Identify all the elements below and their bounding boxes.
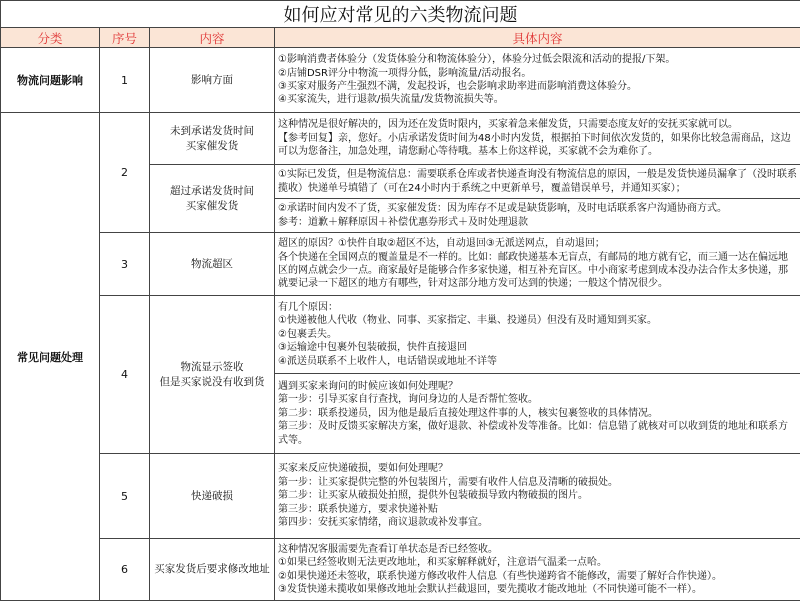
detail-line: 超区的原因？①快件自取②超区不达，自动退回③无派送网点，自动退回； [278,238,605,250]
aspect-line: 影响方面 [191,73,233,86]
detail-line: 第三步：联系快递方，要求快递补贴 [278,503,438,515]
detail-line: 第一步：让买家提供完整的外包装图片，需要有收件人信息及清晰的破损处。 [278,476,618,488]
detail-line: ③买家对服务产生强烈不满，发起投诉，也会影响求助率进而影响消费这体验分。 [278,81,637,92]
aspect-cell [150,113,275,165]
detail-line: 【参考回复】亲，您好。小店承诺发货时间为48小时内发货，根据拍下时间依次发货的，如果你比较急需商品，这边可以为您备注，加急处理，请您耐心等待哦。基本上你这样说，买家就不会为难你了。 [278,132,791,158]
detail-line: 参考：道歉＋解释原因＋补偿优惠券形式＋及时处理退款 [278,216,528,228]
detail-line: 第四步：安抚买家情绪，商议退款或补发事宜。 [278,517,488,529]
aspect-line: 买家发货后要求修改地址 [154,563,270,575]
detail-cell [275,539,800,601]
detail-cell [275,199,800,233]
index-cell: 6 [100,539,150,601]
detail-line: ①影响消费者体验分（发货体验分和物流体验分），体验分过低会限流和活动的提报/下架。 [278,54,676,66]
detail-cell [275,454,800,539]
aspect-line: 买家催发货 [185,139,239,152]
aspect-cell [150,233,275,296]
table-row [1,233,800,296]
index-cell: 3 [100,233,150,296]
aspect-cell [150,454,275,539]
detail-line: 买家来反应快递破损，要如何处理呢？ [278,463,448,475]
index-cell: 5 [100,454,150,539]
detail-line: ④买家流失，进行退款/损失流量/发货物流损失等。 [278,94,504,106]
table-row [1,454,800,539]
index-cell: 4 [100,296,150,454]
detail-line: 有几个原因： [278,301,338,313]
aspect-line: 买家催发货 [185,199,239,212]
detail-line: ②承诺时间内发不了货，买家催发货：因为库存不足或是缺货影响，及时电话联系客户沟通协商方式。 [278,203,727,215]
detail-line: 第三步：及时反馈买家解决方案，做好退款、补偿或补发等准备。比如：信息错了就核对可以收到货的地址和联系方式等。 [278,421,788,446]
table-row [1,48,800,113]
detail-line: ③发货快递未揽收如果修改地址会默认拦截退回，要先揽收才能改地址（不同快递可能不一样）。 [278,583,702,595]
aspect-line: 超过承诺发货时间 [170,184,254,197]
detail-line: 第二步：联系投递员，因为他是最后直接处理这件事的人，核实包裹签收的具体情况。 [278,407,658,419]
aspect-cell [150,48,275,113]
aspect-line: 快递破损 [191,489,233,502]
detail-cell [275,165,800,199]
aspect-line: 未到承诺发货时间 [170,124,254,137]
detail-line: 这种情况客服需要先查看订单状态是否已经签收。 [278,543,498,555]
table-row [1,296,800,374]
table-row [1,113,800,165]
index-cell: 1 [100,48,150,113]
detail-line: ①如果已经签收则无法更改地址，和买家解释就好，注意语气温柔一点哈。 [278,557,607,569]
detail-line: ②包裹丢失。 [278,328,337,340]
detail-line: ①实际已发货，但是物流信息：需要联系仓库或者快递查询没有物流信息的原因，一般是发货快递员漏拿了（没时联系揽收）快递单号填错了（可在24小时内于系统之中更新单号，覆盖错误单号，并通知买家）； [278,169,797,194]
header-index: 序号 [100,28,150,48]
aspect-line: 物流显示签收 [180,360,244,373]
detail-line: ③运输途中包裹外包装破损，快件直接退回 [278,342,467,354]
header-detail: 具体内容 [275,28,800,48]
detail-line: ②如果快递还未签收，联系快递方修改收件人信息（有些快递跨省不能修改，需要了解好合作快递）。 [278,570,722,582]
detail-cell [275,296,800,374]
header-aspect: 内容 [150,28,275,48]
header-row [1,28,800,48]
table-row [1,539,800,601]
category-cell: 常见问题处理 [1,113,100,601]
aspect-line: 物流超区 [191,257,233,270]
aspect-cell [150,165,275,233]
detail-line: 第二步：让买家从破损处拍照，提供外包装破损导致内物破损的图片。 [278,490,588,502]
aspect-cell [150,296,275,454]
detail-line: 遇到买家来询问的时候应该如何处理呢？ [278,380,458,392]
detail-cell [275,233,800,296]
index-cell: 2 [100,113,150,233]
detail-line: 这种情况是很好解决的，因为还在发货时限内，买家着急来催发货，只需要态度友好的安抚买家就可以。 [278,119,738,131]
aspect-cell [150,539,275,601]
detail-line: ④派送员联系不上收件人，电话错误或地址不详等 [278,355,497,367]
detail-line: ①快递被他人代收（物业、同事、买家指定、丰巢、投递员）但没有及时通知到买家。 [278,315,657,327]
detail-cell [275,48,800,113]
detail-line: 各个快递在全国网点的覆盖量是不一样的。比如：邮政快递基本无盲点，有邮局的地方就有它，而三通一达在偏远地区的网点就会少一点。商家最好是能够合作多家快递，相互补充盲区。中小商家考虑到成本没办法合作太多快递，那就要记录一下超区的地方有哪些，针对这部分地方发可达到的快递；一般这个情况很少。 [278,251,788,290]
detail-line: 第一步：引导买家自行查找，询问身边的人是否帮忙签收。 [278,394,538,406]
detail-line: ②店铺DSR评分中物流一项得分低，影响流量/活动报名。 [278,67,532,79]
detail-cell [275,113,800,165]
header-category: 分类 [1,28,100,48]
detail-cell [275,374,800,454]
page-title: 如何应对常见的六类物流问题 [1,1,800,28]
category-cell: 物流问题影响 [1,48,100,113]
aspect-line: 但是买家说没有收到货 [159,375,265,388]
